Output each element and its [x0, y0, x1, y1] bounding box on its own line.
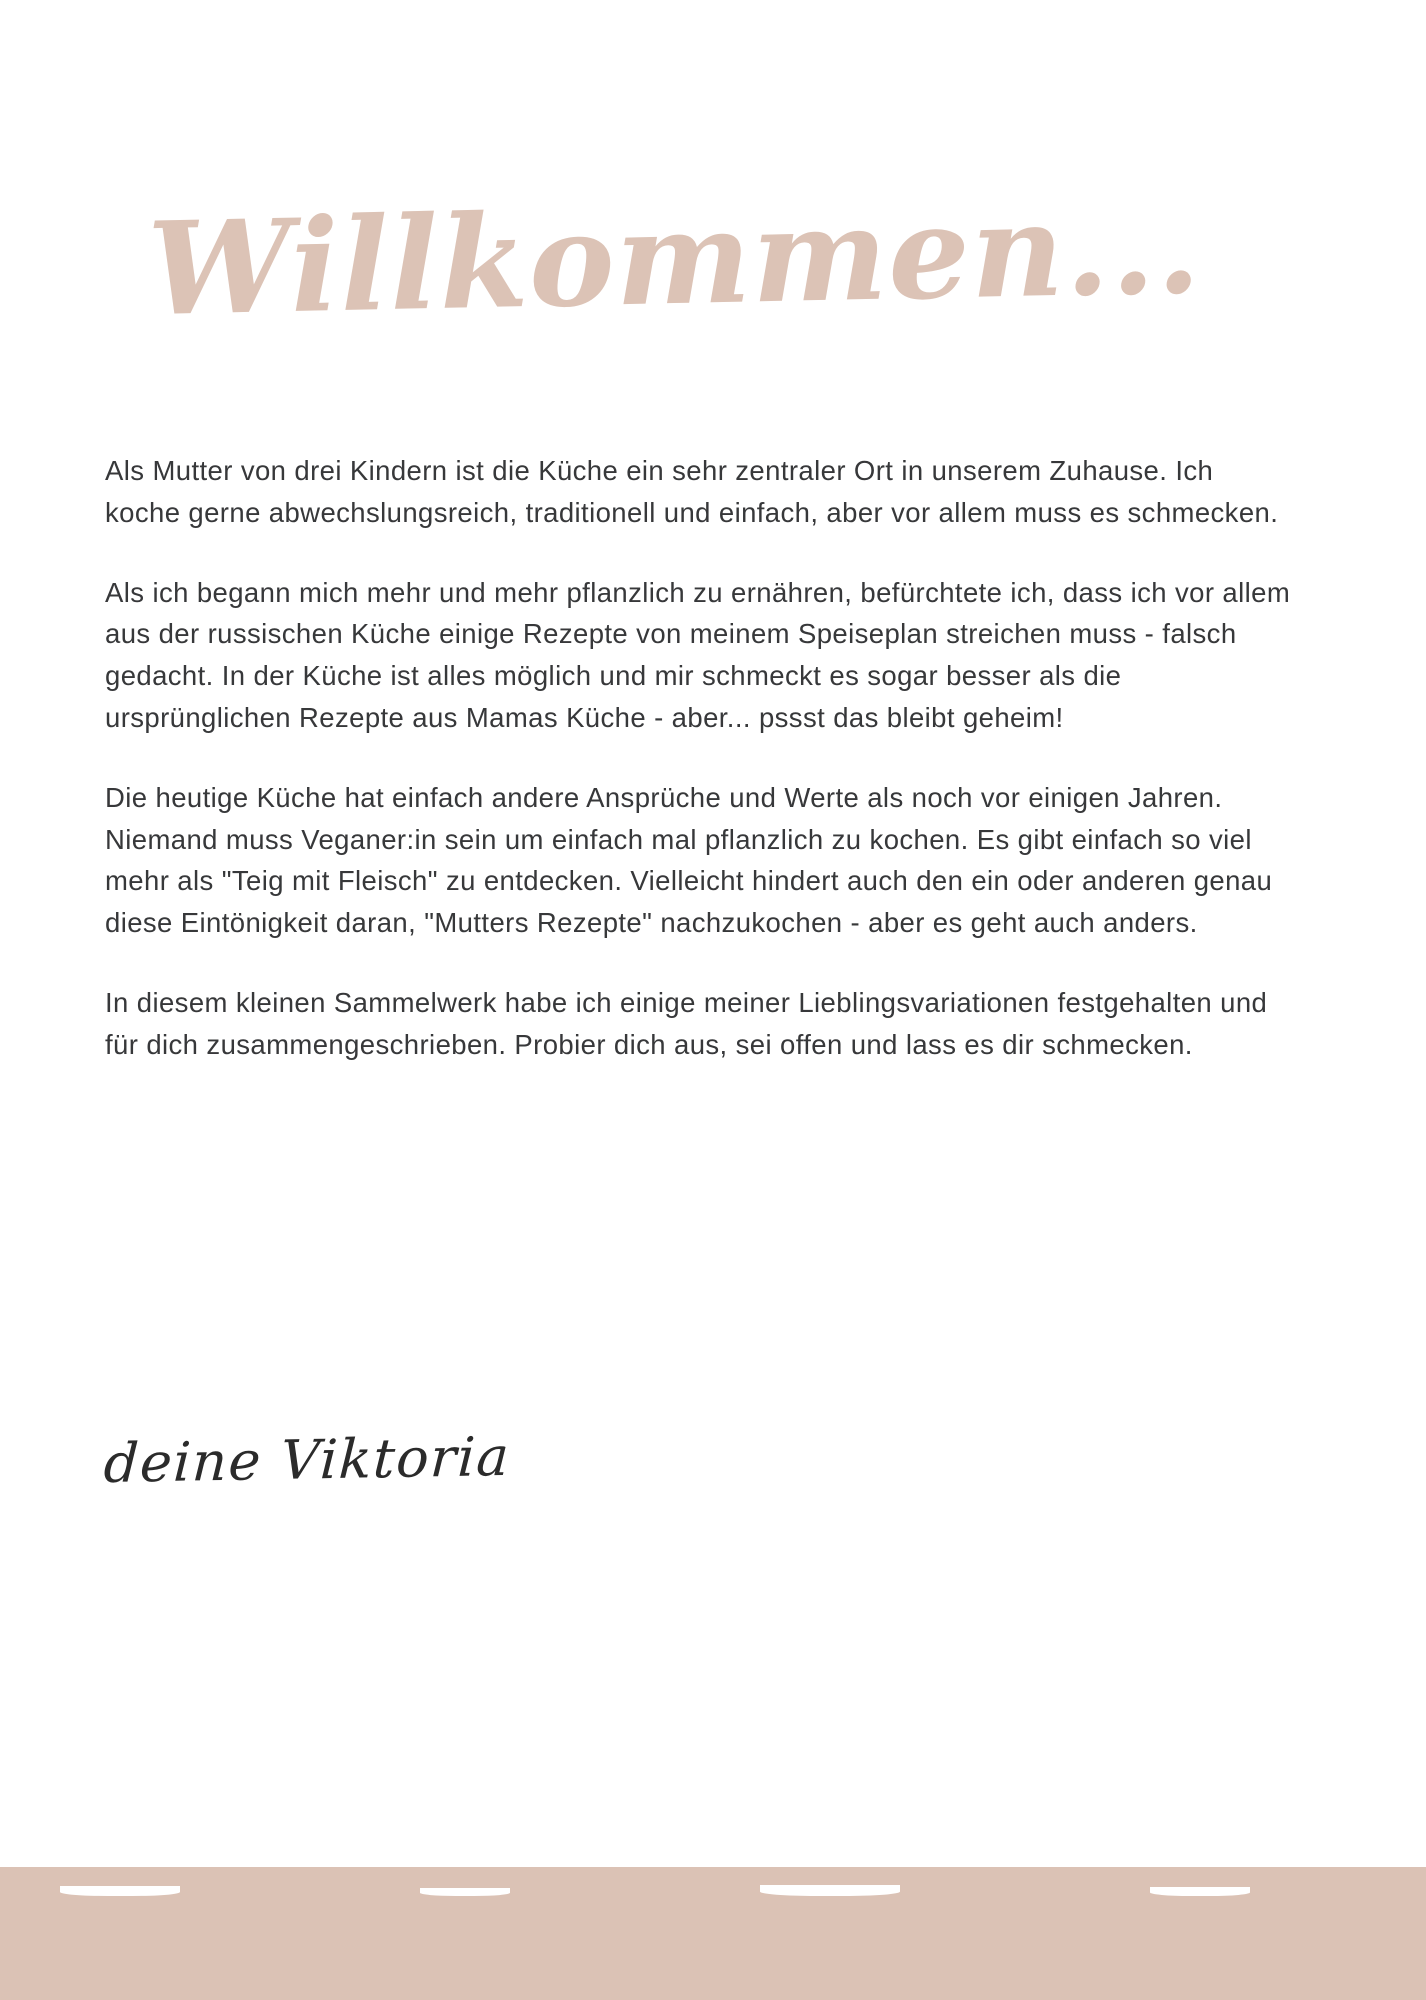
body-text-block — [105, 450, 1295, 1066]
band-notch — [420, 1888, 510, 1896]
page-title: Willkommen... — [146, 172, 1203, 345]
bottom-brush-band — [0, 1885, 1426, 2000]
band-notch — [1150, 1887, 1250, 1896]
paragraph-1: Als Mutter von drei Kindern ist die Küche ein sehr zentraler Ort in unserem Zuhause. Ich koche gerne abwechslungsreich, traditionell und einfach, aber vor allem muss es schmecken. — [105, 455, 1279, 528]
paragraph-4: In diesem kleinen Sammelwerk habe ich einige meiner Lieblingsvariationen festgehalten und für dich zusammengeschrieben. Probier dich aus, sei offen und lass es dir schmecken. — [105, 986, 1268, 1060]
signature: deine Viktoria — [102, 1424, 512, 1496]
paragraph-2: Als ich begann mich mehr und mehr pflanzlich zu ernähren, befürchtete ich, dass ich vor allem aus der russischen Küche einige Rezepte von meinem Speiseplan streichen muss - falsch gedacht. In der Küche ist alles möglich und mir schmeckt es sogar besser als die ursprünglichen Rezepte aus Mamas Küche - aber... pssst das bleibt geheim! — [105, 576, 1291, 733]
paragraph-3: Die heutige Küche hat einfach andere Ansprüche und Werte als noch vor einigen Jahren. Niemand muss Veganer:in sein um einfach mal pflanzlich zu kochen. Es gibt einfach so viel mehr als "Teig mit Fleisch" zu entdecken. Vielleicht hindert auch den ein oder anderen genau diese Eintönigkeit daran, "Mutters Rezepte" nachzukochen - aber es geht auch anders. — [105, 781, 1273, 939]
band-notch — [760, 1885, 900, 1896]
band-notch — [60, 1886, 180, 1896]
